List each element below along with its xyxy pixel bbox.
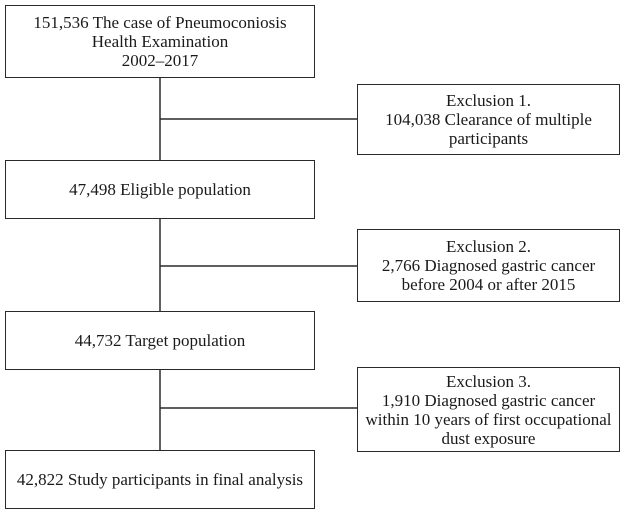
step-line: 47,498 Eligible population [69,180,251,199]
step-line: Health Examination [91,32,229,51]
exclusion-title: Exclusion 2. [446,237,531,256]
step-box-health-examination [5,5,315,78]
step-box-target-population [5,311,315,370]
exclusion-box-2 [357,229,620,302]
exclusion-line: dust exposure [441,428,536,448]
exclusion-box-1 [357,84,620,155]
exclusion-line: 104,038 Clearance of multiple [385,110,592,129]
step-box-study-participants [5,450,315,509]
exclusion-box-3 [357,367,620,452]
exclusion-line: 1,910 Diagnosed gastric cancer [381,390,596,410]
exclusion-line: within 10 years of first occupational [365,409,612,429]
step-line: 2002–2017 [121,51,199,70]
step-line: 42,822 Study participants in final analysis [16,470,304,489]
exclusion-line: 2,766 Diagnosed gastric cancer [381,256,596,275]
exclusion-line: participants [448,129,529,148]
exclusion-title: Exclusion 1. [446,91,531,110]
exclusion-line: before 2004 or after 2015 [401,275,576,294]
step-line: 151,536 The case of Pneumoconiosis [33,13,287,32]
step-line: 44,732 Target population [74,331,246,350]
step-box-eligible-population [5,160,315,219]
exclusion-title: Exclusion 3. [446,371,531,391]
